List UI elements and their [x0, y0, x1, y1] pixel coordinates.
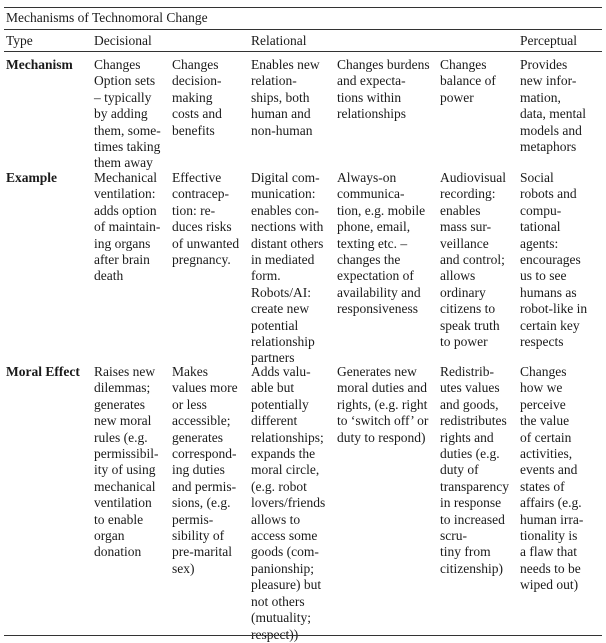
cell-line: robot-like in — [520, 301, 588, 317]
cell-line: costs and — [172, 106, 222, 122]
cell-line: encourages — [520, 252, 581, 268]
cell-line: ing duties — [172, 462, 225, 478]
cell-line: Makes — [172, 364, 208, 379]
cell — [337, 364, 433, 446]
cell-line: power — [440, 89, 474, 105]
cell-line: nections with — [251, 219, 324, 235]
cell-line: potential — [251, 317, 299, 333]
cell-line: rules (e.g. — [94, 429, 148, 445]
cell-line: partners — [251, 350, 295, 366]
cell-line: balance of — [440, 73, 496, 89]
cell-line: ing organs — [94, 235, 151, 251]
cell — [520, 364, 602, 594]
cell-line: organ — [94, 528, 125, 544]
cell-line: tions within — [337, 89, 402, 105]
cell-line: of maintain- — [94, 219, 161, 235]
cell-line: to power — [440, 334, 488, 350]
cell-line: Digital com- — [251, 170, 320, 185]
cell-line: new infor- — [520, 73, 577, 89]
cell-line: ships, both — [251, 89, 310, 105]
cell — [337, 57, 433, 123]
cell-line: mechanical — [94, 478, 156, 494]
cell-line: death — [94, 268, 124, 284]
cell-line: to enable — [94, 511, 144, 527]
cell-line: Mechanical — [94, 170, 157, 185]
cell-line: ventilation — [94, 495, 152, 511]
header-relational: Relational — [251, 33, 307, 48]
cell-line: tionality is — [520, 528, 578, 544]
cell-line: form. — [251, 268, 281, 284]
cell-line: duty to respond) — [337, 429, 426, 445]
cell-line: allows — [440, 268, 476, 284]
cell-line: us to see — [520, 268, 567, 284]
cell-line: models and — [520, 122, 582, 138]
cell-line: certain key — [520, 317, 580, 333]
cell-line: Changes — [94, 57, 141, 72]
cell-line: mass sur- — [440, 219, 492, 235]
cell-line: activities, — [520, 446, 573, 462]
cell-line: Enables new — [251, 57, 320, 72]
cell-line: different — [251, 413, 298, 429]
cell-line: phone, email, — [337, 219, 411, 235]
cell-line: redistributes — [440, 413, 507, 429]
cell-line: Generates new — [337, 364, 417, 379]
cell-line: benefits — [172, 122, 215, 138]
cell-line: ventilation: — [94, 186, 156, 202]
cell-line: non-human — [251, 122, 313, 138]
cell-line: after brain — [94, 252, 150, 268]
caption-rule — [4, 29, 602, 30]
cell-line: making — [172, 89, 213, 105]
cell-line: expectation of — [337, 268, 414, 284]
cell-line: tion, e.g. mobile — [337, 202, 426, 218]
cell-line: and permis- — [172, 478, 237, 494]
cell — [172, 170, 244, 268]
cell-line: Social — [520, 170, 554, 185]
cell-line: access some — [251, 528, 318, 544]
cell-line: tiny from — [440, 544, 491, 560]
cell-line: create new — [251, 301, 310, 317]
cell-line: duties (e.g. — [440, 446, 500, 462]
cell-line: distant others — [251, 235, 324, 251]
cell-line: permis- — [172, 511, 214, 527]
cell-line: human and — [251, 106, 311, 122]
cell-line: Changes — [520, 364, 567, 379]
cell-line: pre-marital — [172, 544, 232, 560]
cell — [251, 170, 329, 367]
table-caption: Mechanisms of Technomoral Change — [6, 10, 208, 25]
cell-line: them away — [94, 155, 153, 171]
cell-line: human irra- — [520, 511, 584, 527]
cell-line: humans as — [520, 284, 577, 300]
cell-line: of certain — [520, 429, 572, 445]
cell-line: potentially — [251, 396, 309, 412]
cell-line: Changes burdens — [337, 57, 430, 72]
cell-line: lovers/friends — [251, 495, 326, 511]
cell-line: sibility of — [172, 528, 225, 544]
cell-line: rights and — [440, 429, 494, 445]
cell-line: to increased — [440, 511, 505, 527]
cell — [440, 364, 514, 577]
cell-line: to ‘switch off’ or — [337, 413, 429, 429]
cell-line: generates — [94, 396, 145, 412]
cell-line: panionship; — [251, 560, 314, 576]
cell — [172, 364, 244, 577]
cell-line: enables — [440, 202, 481, 218]
cell-line: tion: re- — [172, 202, 216, 218]
cell-line: wiped out) — [520, 577, 579, 593]
cell-line: ity of using — [94, 462, 156, 478]
cell-line: permissibil- — [94, 446, 159, 462]
header-decisional: Decisional — [94, 33, 152, 48]
cell-line: pleasure) but — [251, 577, 322, 593]
cell-line: decision- — [172, 73, 222, 89]
cell — [520, 170, 602, 350]
cell-line: duty of — [440, 462, 479, 478]
top-rule — [4, 7, 602, 8]
cell-line: metaphors — [520, 139, 577, 155]
cell-line: scru- — [440, 528, 467, 544]
cell-line: sions, (e.g. — [172, 495, 231, 511]
cell-line: contracep- — [172, 186, 229, 202]
cell-line: donation — [94, 544, 142, 560]
cell-line: and goods, — [440, 396, 499, 412]
cell-line: affairs (e.g. — [520, 495, 582, 511]
cell-line: by adding — [94, 106, 148, 122]
cell-line: robots and — [520, 186, 577, 202]
cell-line: moral duties and — [337, 380, 427, 396]
cell-line: Changes — [172, 57, 219, 72]
cell-line: availability and — [337, 284, 421, 300]
row-label-mechanism: Mechanism — [6, 57, 73, 72]
header-perceptual: Perceptual — [520, 33, 577, 48]
cell-line: veillance — [440, 235, 489, 251]
cell-line: or less — [172, 396, 207, 412]
cell-line: (mutuality; — [251, 610, 311, 626]
cell-line: generates — [172, 429, 223, 445]
cell-line: adds option — [94, 202, 157, 218]
cell-line: perceive — [520, 396, 566, 412]
cell-line: states of — [520, 478, 565, 494]
cell-line: responsiveness — [337, 301, 418, 317]
cell-line: munication: — [251, 186, 316, 202]
cell-line: compu- — [520, 202, 562, 218]
cell-line: respects — [520, 334, 564, 350]
cell-line: correspond- — [172, 446, 237, 462]
cell-line: Changes — [440, 57, 487, 72]
cell-line: ordinary — [440, 284, 486, 300]
cell-line: Provides — [520, 57, 568, 72]
cell-line: Redistrib- — [440, 364, 494, 379]
cell-line: in mediated — [251, 252, 315, 268]
cell-line: and control; — [440, 252, 505, 268]
cell-line: how we — [520, 380, 563, 396]
cell-line: rights, (e.g. right — [337, 396, 428, 412]
cell-line: Robots/AI: — [251, 284, 312, 300]
cell-line: changes the — [337, 252, 401, 268]
cell-line: dilemmas; — [94, 380, 151, 396]
cell-line: communica- — [337, 186, 405, 202]
cell-line: citizens to — [440, 301, 496, 317]
cell-line: transparency — [440, 478, 509, 494]
row-label-example: Example — [6, 170, 58, 185]
cell-line: – typically — [94, 89, 152, 105]
cell-line: in response — [440, 495, 502, 511]
cell-line: Raises new — [94, 364, 156, 379]
cell-line: moral circle, — [251, 462, 320, 478]
cell-line: Audiovisual — [440, 170, 506, 185]
cell — [94, 364, 166, 561]
cell-line: values more — [172, 380, 238, 396]
cell-line: speak truth — [440, 317, 500, 333]
cell — [251, 57, 329, 139]
cell-line: Adds valu- — [251, 364, 311, 379]
cell-line: relation- — [251, 73, 297, 89]
cell-line: the value — [520, 413, 570, 429]
cell-line: expands the — [251, 446, 316, 462]
cell-line: (e.g. robot — [251, 478, 307, 494]
header-rule — [4, 51, 602, 52]
cell-line: Option sets — [94, 73, 156, 89]
cell-line: accessible; — [172, 413, 231, 429]
cell-line: goods (com- — [251, 544, 319, 560]
cell-line: Effective — [172, 170, 222, 185]
cell-line: citizenship) — [440, 560, 503, 576]
cell-line: needs to be — [520, 560, 581, 576]
cell — [251, 364, 329, 643]
cell — [94, 57, 166, 172]
cell-line: not others — [251, 593, 305, 609]
cell-line: pregnancy. — [172, 252, 231, 268]
cell-line: a flaw that — [520, 544, 577, 560]
cell-line: of unwanted — [172, 235, 240, 251]
cell-line: events and — [520, 462, 578, 478]
cell-line: duces risks — [172, 219, 232, 235]
cell-line: new moral — [94, 413, 152, 429]
cell-line: respect)) — [251, 626, 299, 642]
cell — [172, 57, 244, 139]
cell-line: them, some- — [94, 122, 161, 138]
cell-line: Always-on — [337, 170, 397, 185]
cell — [440, 170, 514, 350]
cell-line: sex) — [172, 560, 195, 576]
row-label-moral-effect: Moral Effect — [6, 364, 80, 379]
cell-line: agents: — [520, 235, 559, 251]
cell-line: times taking — [94, 139, 161, 155]
cell-line: utes values — [440, 380, 500, 396]
cell — [440, 57, 514, 106]
cell-line: allows to — [251, 511, 301, 527]
cell-line: data, mental — [520, 106, 586, 122]
cell-line: mation, — [520, 89, 561, 105]
cell — [337, 170, 433, 318]
cell — [94, 170, 166, 285]
cell — [520, 57, 602, 155]
cell-line: tational — [520, 219, 561, 235]
cell-line: relationships — [337, 106, 406, 122]
cell-line: texting etc. – — [337, 235, 408, 251]
cell-line: able but — [251, 380, 295, 396]
cell-line: recording: — [440, 186, 496, 202]
bottom-rule — [4, 635, 602, 636]
cell-line: relationships; — [251, 429, 324, 445]
cell-line: relationship — [251, 334, 315, 350]
cell-line: enables con- — [251, 202, 319, 218]
header-type: Type — [6, 33, 33, 48]
cell-line: and expecta- — [337, 73, 406, 89]
